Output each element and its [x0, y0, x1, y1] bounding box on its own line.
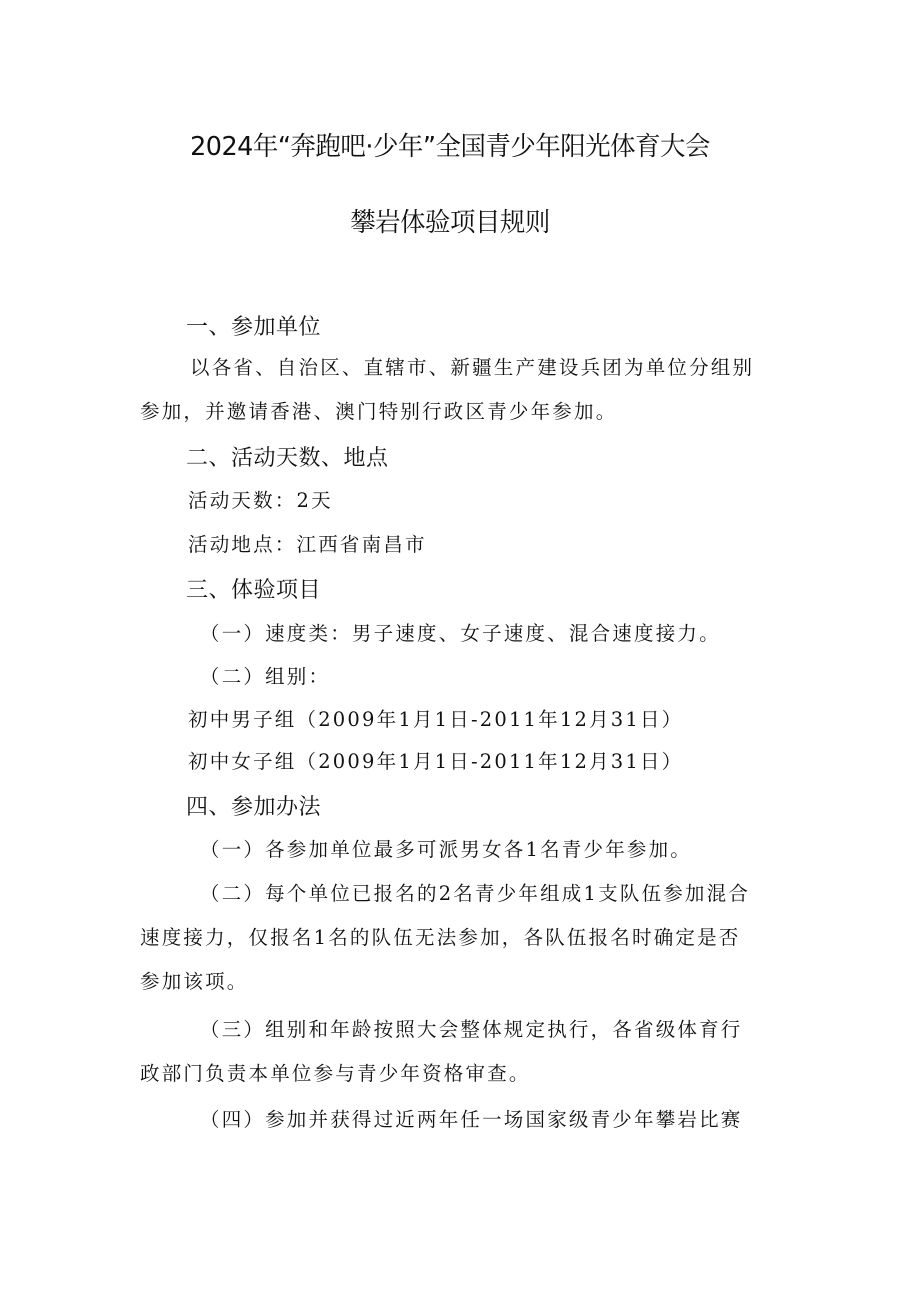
paragraph-line: （二）每个单位已报名的2名青少年组成1支队伍参加混合 — [200, 882, 751, 905]
document-title-line-2: 攀岩体验项目规则 — [350, 208, 550, 238]
paragraph-line: （一）各参加单位最多可派男女各1名青少年参加。 — [200, 838, 693, 861]
paragraph-line: 活动天数：2天 — [188, 489, 333, 512]
paragraph-line: （二）组别： — [200, 665, 331, 688]
paragraph-line: 速度接力，仅报名1名的队伍无法参加，各队伍报名时确定是否 — [140, 926, 741, 949]
paragraph-line: 以各省、自治区、直辖市、新疆生产建设兵团为单位分组别 — [190, 356, 755, 379]
paragraph-line: 参加该项。 — [140, 970, 249, 993]
paragraph-line: （三）组别和年龄按照大会整体规定执行，各省级体育行 — [200, 1018, 743, 1041]
paragraph-line: （一）速度类：男子速度、女子速度、混合速度接力。 — [200, 622, 721, 645]
paragraph-line: 初中女子组（2009年1月1日-2011年12月31日） — [188, 750, 684, 773]
section-heading-participants: 一、参加单位 — [186, 315, 322, 340]
document-title-line-1: 2024年“奔跑吧·少年”全国青少年阳光体育大会 — [190, 132, 710, 162]
paragraph-line: 活动地点：江西省南昌市 — [188, 533, 427, 556]
paragraph-line: 参加，并邀请香港、澳门特别行政区青少年参加。 — [140, 400, 618, 423]
paragraph-line: 政部门负责本单位参与青少年资格审查。 — [140, 1062, 531, 1085]
paragraph-line: 初中男子组（2009年1月1日-2011年12月31日） — [188, 708, 684, 731]
paragraph-line: （四）参加并获得过近两年任一场国家级青少年攀岩比赛 — [200, 1108, 743, 1131]
section-heading-days-location: 二、活动天数、地点 — [186, 446, 389, 471]
section-heading-participation-rules: 四、参加办法 — [186, 795, 322, 820]
section-heading-events: 三、体验项目 — [186, 578, 322, 603]
